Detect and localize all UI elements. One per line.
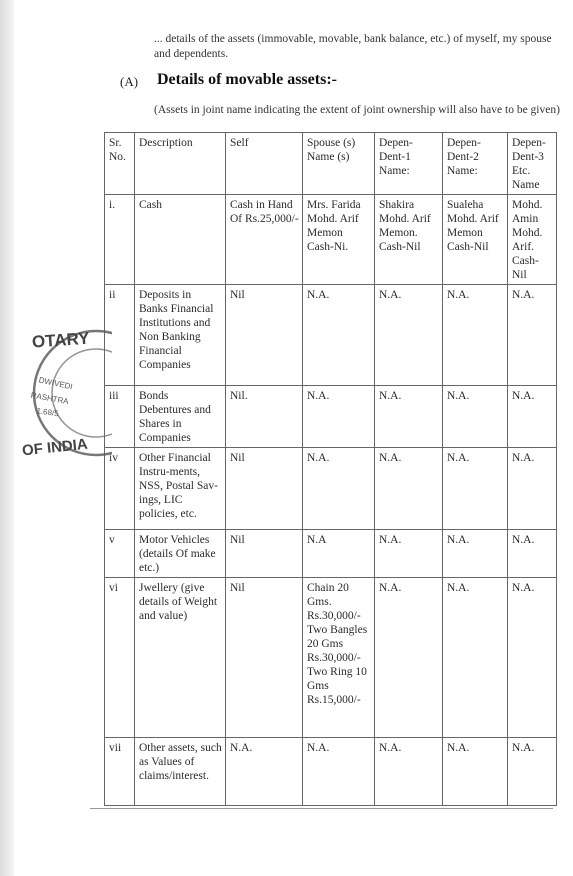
table-row [105,195,557,285]
stamp-line-2: RASHTRA [30,390,70,407]
cell-description: Other assets, such as Values of claims/interest. [135,738,226,806]
cell-description: Cash [135,195,226,285]
cell-self: Nil [226,448,303,530]
cell-description: Other Financial Instru-ments, NSS, Postal Sav-ings, LIC policies, etc. [135,448,226,530]
cell-sr-no: iii [105,386,135,448]
intro-text: ... details of the assets (immovable, movable, bank balance, etc.) of myself, my spouse and dependents. [154,33,552,60]
cell-dependent-3: N.A. [508,578,557,738]
table-header-row [105,133,557,195]
cell-dependent-2: N.A. [443,738,508,806]
header-dependent-2: Depen-Dent-2 Name: [443,133,508,195]
stamp-line-3: 1.68/5 [35,406,60,419]
cell-self: Nil. [226,386,303,448]
table-row [105,285,557,386]
header-dependent-3: Depen-Dent-3 Etc. Name [508,133,557,195]
header-sr-no: Sr. No. [105,133,135,195]
cell-dependent-2: Sualeha Mohd. Arif Memon Cash-Nil [443,195,508,285]
cell-sr-no: vi [105,578,135,738]
cell-spouse: Chain 20 Gms. Rs.30,000/- Two Bangles 20 Gms Rs.30,000/- Two Ring 10 Gms Rs.15,000/- [303,578,375,738]
cell-dependent-1: N.A. [375,285,443,386]
cell-description: Jwellery (give details of Weight and value) [135,578,226,738]
cell-self: Nil [226,285,303,386]
section-title: Details of movable assets:- [157,71,337,88]
stamp-top-text: OTARY [31,328,91,352]
table-row [105,448,557,530]
cell-dependent-2: N.A. [443,578,508,738]
cell-dependent-1: N.A. [375,530,443,578]
cell-self: N.A. [226,738,303,806]
cell-sr-no: i. [105,195,135,285]
cell-description: Motor Vehicles (details Of make etc.) [135,530,226,578]
cell-dependent-2: N.A. [443,448,508,530]
table-row [105,738,557,806]
cell-description: Bonds Debentures and Shares in Companies [135,386,226,448]
cell-description: Deposits in Banks Financial Institutions and Non Banking Financial Companies [135,285,226,386]
header-dependent-1: Depen-Dent-1 Name: [375,133,443,195]
header-spouse: Spouse (s) Name (s) [303,133,375,195]
notary-stamp [16,318,112,468]
cell-dependent-3: N.A. [508,448,557,530]
cell-spouse: Mrs. Farida Mohd. Arif Memon Cash-Ni. [303,195,375,285]
cell-spouse: N.A. [303,285,375,386]
cell-spouse: N.A. [303,386,375,448]
cell-dependent-2: N.A. [443,285,508,386]
cell-spouse: N.A [303,530,375,578]
cell-sr-no: vii [105,738,135,806]
cell-dependent-1: N.A. [375,448,443,530]
cell-spouse: N.A. [303,738,375,806]
section-label: (A) [120,74,139,89]
cell-dependent-1: N.A. [375,738,443,806]
cell-dependent-3: N.A. [508,386,557,448]
cell-self: Cash in Hand Of Rs.25,000/- [226,195,303,285]
cell-dependent-2: N.A. [443,530,508,578]
table-row [105,386,557,448]
cell-sr-no: iv [105,448,135,530]
cell-dependent-3: Mohd. Amin Mohd. Arif. Cash-Nil [508,195,557,285]
notary-stamp-graphic [16,318,112,468]
cell-dependent-1: N.A. [375,578,443,738]
cell-dependent-3: N.A. [508,285,557,386]
table-row [105,530,557,578]
cell-dependent-3: N.A. [508,530,557,578]
cell-sr-no: v [105,530,135,578]
movable-assets-table [104,132,557,806]
section-note: (Assets in joint name indicating the extent of joint ownership will also have to be given) [154,104,560,116]
cell-sr-no: ii [105,285,135,386]
stamp-line-1: DWIVEDI [37,375,74,392]
cell-dependent-1: Shakira Mohd. Arif Memon. Cash-Nil [375,195,443,285]
stamp-bottom-text: OF INDIA [21,435,89,460]
cell-spouse: N.A. [303,448,375,530]
cell-dependent-3: N.A. [508,738,557,806]
cell-dependent-2: N.A. [443,386,508,448]
cell-self: Nil [226,530,303,578]
header-self: Self [226,133,303,195]
cell-dependent-1: N.A. [375,386,443,448]
cell-self: Nil [226,578,303,738]
bottom-rule [90,808,553,809]
header-description: Description [135,133,226,195]
table-row [105,578,557,738]
